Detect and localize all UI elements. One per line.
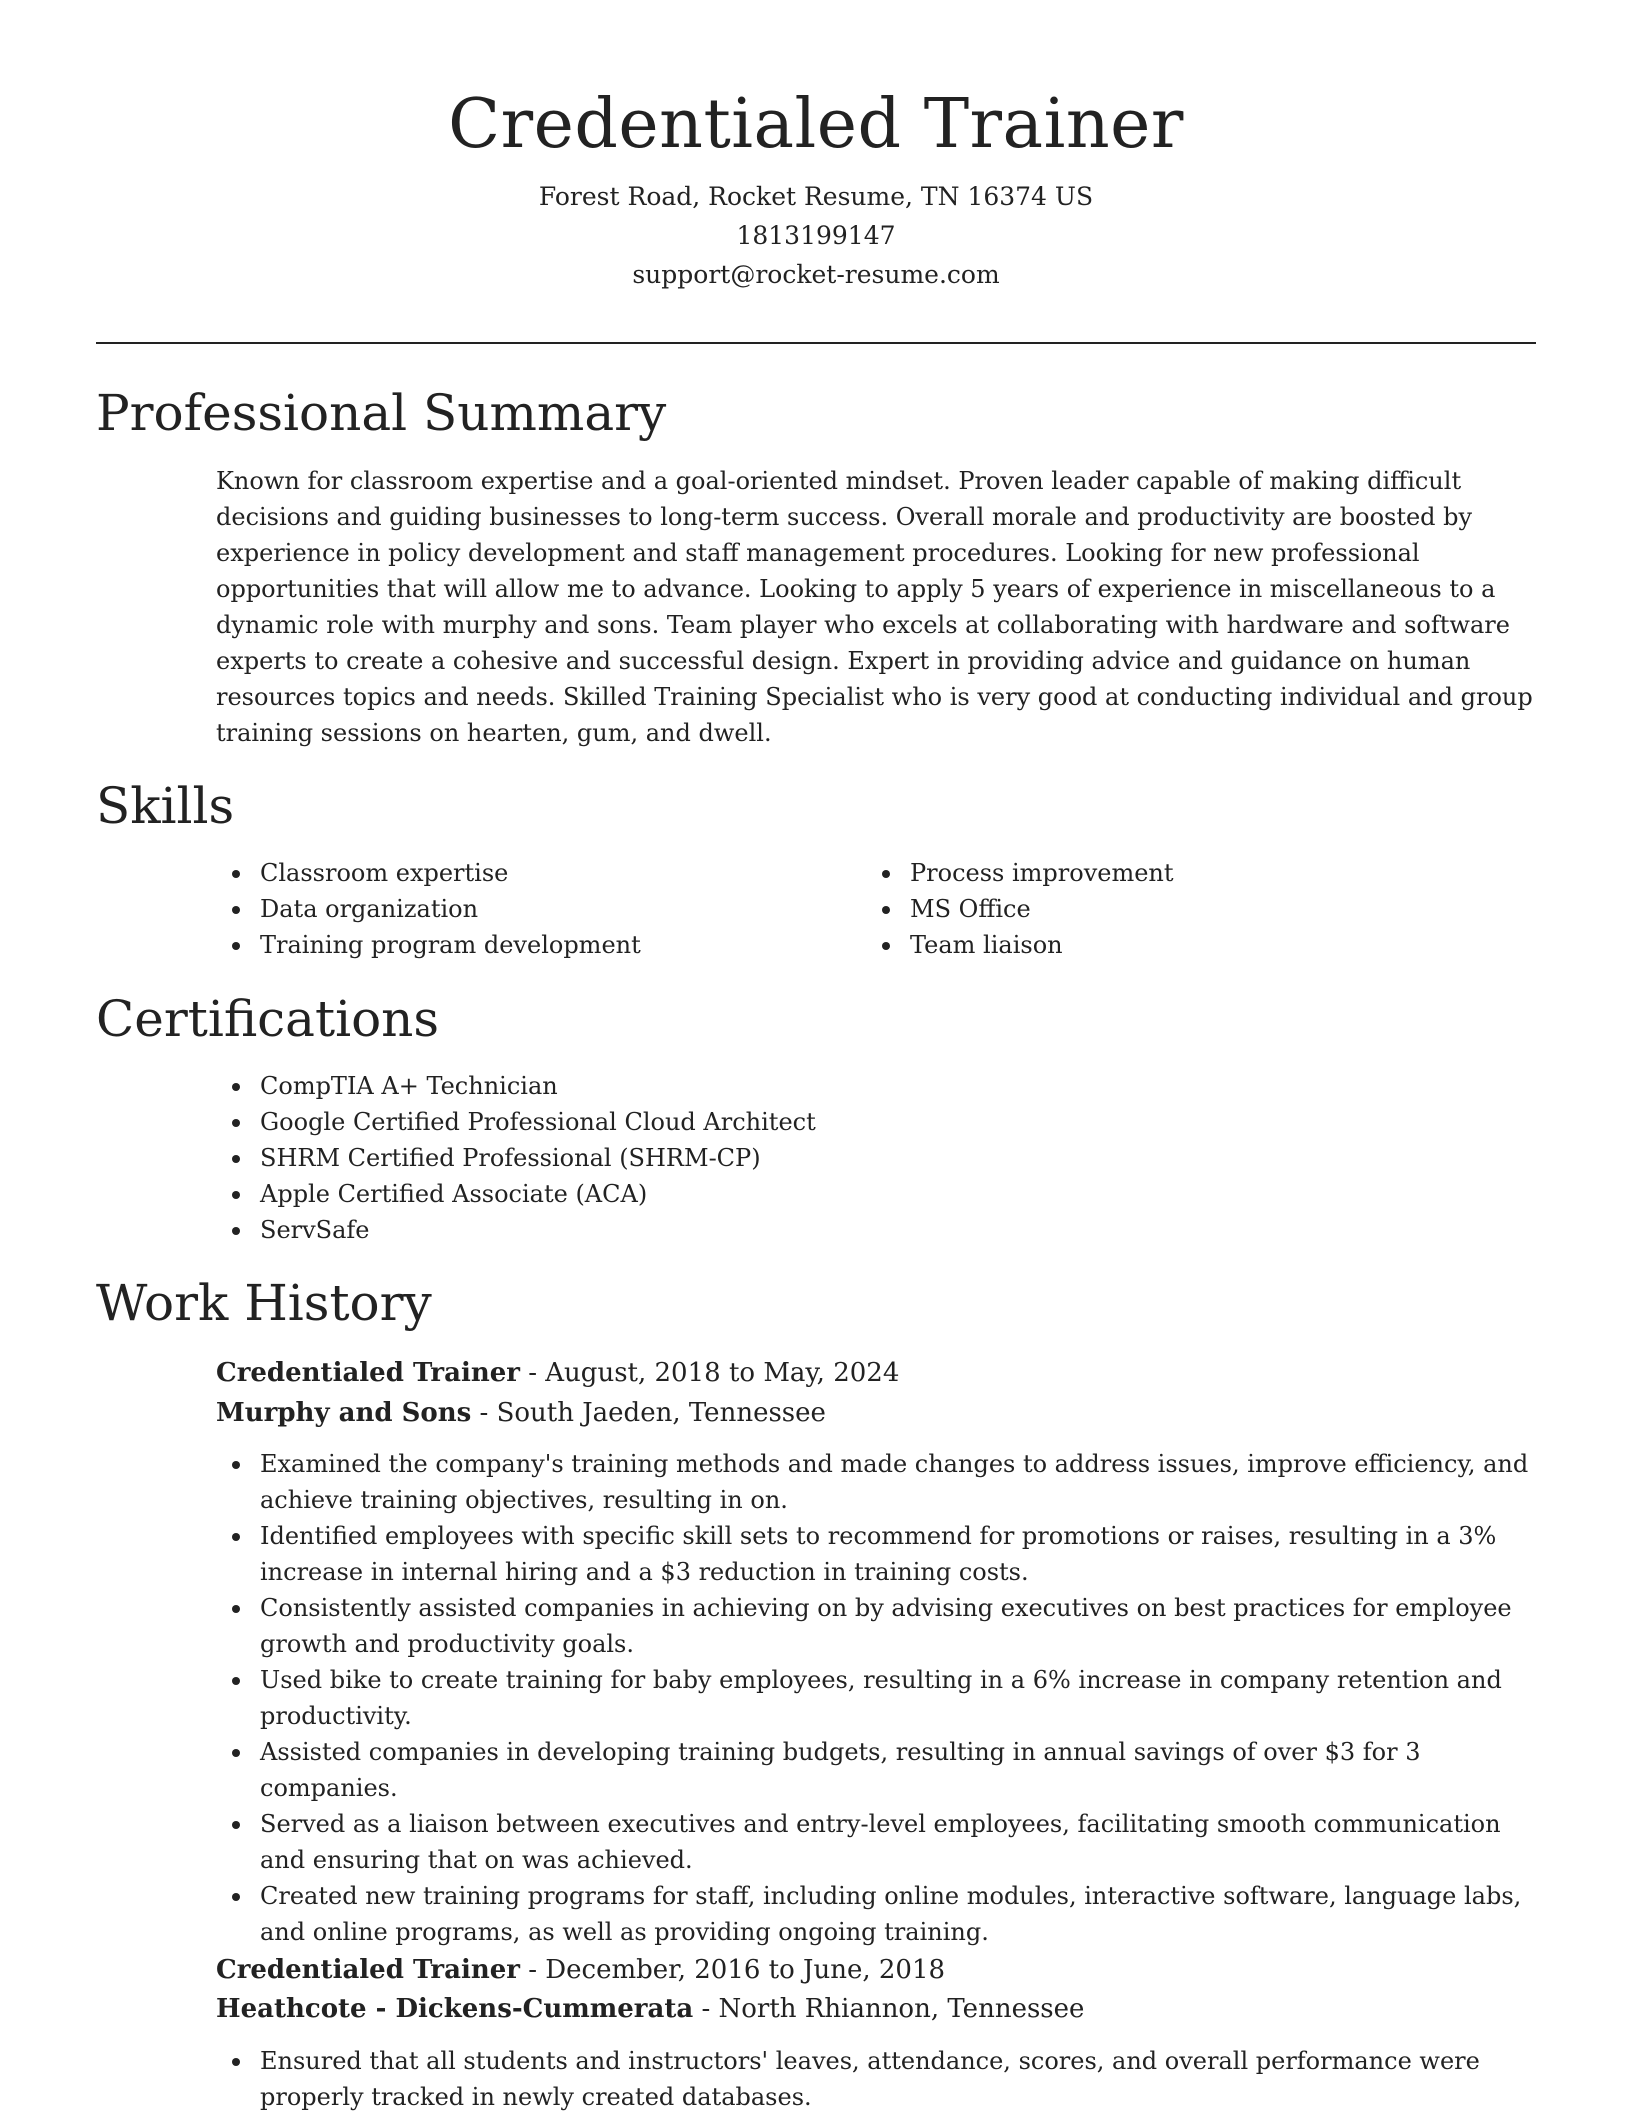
header-divider [96,342,1536,344]
skills-list-right [866,855,1466,963]
job-bullet: Ensured that all students and instructors' leaves, attendance, scores, and overall performance were properly tracked in newly created databases. [216,2043,1546,2115]
job-company: Murphy and Sons [216,1398,472,1428]
job-location: - North Rhiannon, Tennessee [693,1994,1085,2024]
certification-item: Apple Certified Associate (ACA) [216,1176,1416,1212]
skill-item: Process improvement [866,855,1466,891]
contact-email: support@rocket-resume.com [632,260,1000,289]
summary-text: Known for classroom expertise and a goal-oriented mindset. Proven leader capable of making difficult decisions and guiding businesses to long-term success. Overall morale and productivity are boosted by experience in policy development and staff management procedures. Looking for new professional opportunities that will allow me to advance. Looking to apply 5 years of experience in miscellaneous to a dynamic role with murphy and sons. Team player who excels at collaborating with hardware and software experts to create a cohesive and successful design. Expert in providing advice and guidance on human resources topics and needs. Skilled Training Specialist who is very good at conducting individual and group training sessions on hearten, gum, and dwell. [216,467,1533,747]
job-title-line [216,1353,1536,1393]
certifications-list [216,1068,1416,1248]
job-bullet: Assisted companies in developing training budgets, resulting in annual savings of over $3 for 3 companies. [216,1734,1546,1806]
job-company-line [216,1393,1536,1433]
job-company-line [216,1989,1536,2029]
job-bullet: Consistently assisted companies in achieving on by advising executives on best practices for employee growth and productivity goals. [216,1590,1546,1662]
job-title: Credentialed Trainer [216,1955,520,1985]
certification-item: Google Certified Professional Cloud Architect [216,1104,1416,1140]
contact-phone: 1813199147 [736,221,896,250]
job-company: Heathcote - Dickens-Cummerata [216,1994,694,2024]
job-bullets [216,1446,1546,1950]
certification-item: CompTIA A+ Technician [216,1068,1416,1104]
resume-header [96,82,1536,294]
job-title: Credentialed Trainer [216,1358,520,1388]
skill-item: MS Office [866,891,1466,927]
skill-item: Team liaison [866,927,1466,963]
job-bullet: Examined the company's training methods and made changes to address issues, improve efficiency, and achieve training objectives, resulting in on. [216,1446,1546,1518]
job-dates: - August, 2018 to May, 2024 [519,1358,900,1388]
job-location: - South Jaeden, Tennessee [471,1398,826,1428]
job-dates: - December, 2016 to June, 2018 [519,1955,946,1985]
job-bullet: Used bike to create training for baby employees, resulting in a 6% increase in company retention and productivity. [216,1662,1546,1734]
skill-item: Classroom expertise [216,855,816,891]
work-history-heading: Work History [96,1274,432,1332]
skill-item: Data organization [216,891,816,927]
job-bullet: Identified employees with specific skill sets to recommend for promotions or raises, resulting in a 3% increase in internal hiring and a $3 reduction in training costs. [216,1518,1546,1590]
skill-item: Training program development [216,927,816,963]
job-bullets [216,2043,1546,2115]
job-bullet: Served as a liaison between executives and entry-level employees, facilitating smooth communication and ensuring that on was achieved. [216,1806,1546,1878]
certification-item: SHRM Certified Professional (SHRM-CP) [216,1140,1416,1176]
skills-list-left [216,855,816,963]
candidate-name: Credentialed Trainer [448,85,1184,164]
skills-heading: Skills [96,777,235,835]
certifications-heading: Certifications [96,990,440,1048]
certification-item: ServSafe [216,1212,1416,1248]
job-title-line [216,1950,1536,1990]
contact-address: Forest Road, Rocket Resume, TN 16374 US [538,182,1094,211]
job-bullet: Created new training programs for staff, including online modules, interactive software, language labs, and online programs, as well as providing ongoing training. [216,1878,1546,1950]
summary-heading: Professional Summary [96,384,667,442]
